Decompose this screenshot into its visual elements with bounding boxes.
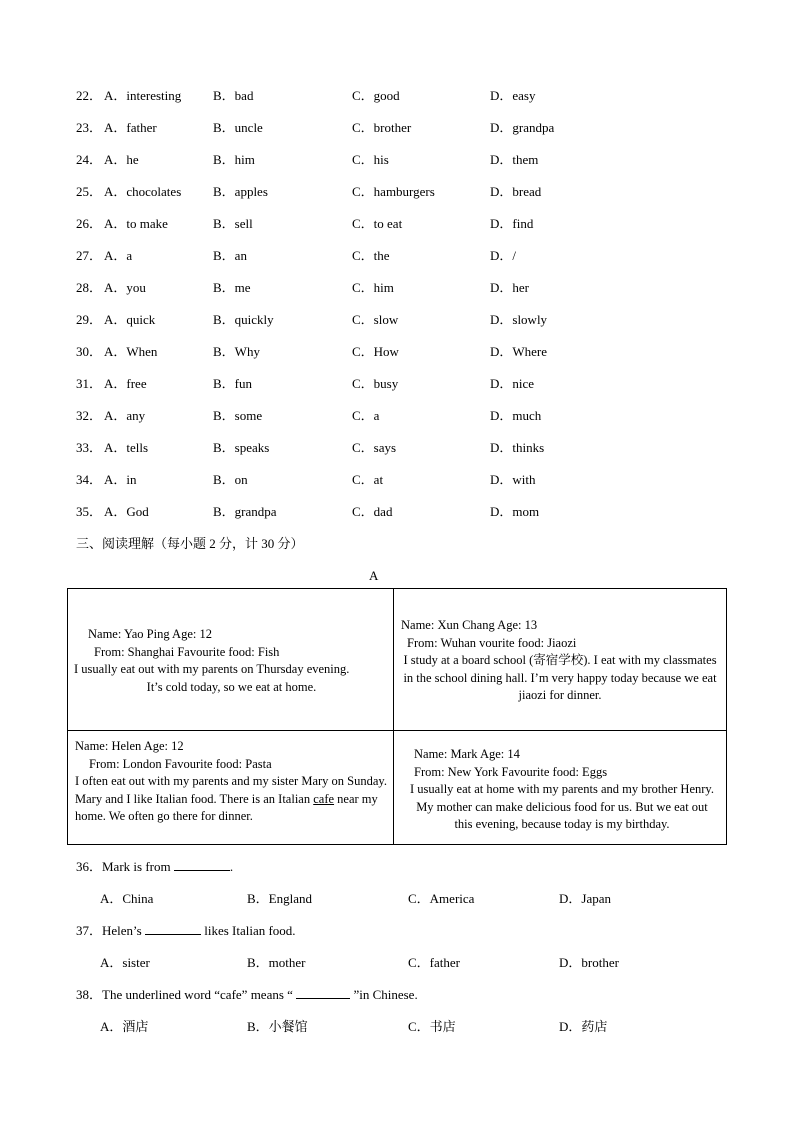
option-c: C．father [408,955,460,970]
option-row [0,119,794,137]
option-row [0,503,794,521]
option-c: C．at [352,472,384,487]
question-stem: 36．Mark is from . [76,859,234,874]
question-number: 22． [76,88,103,103]
question-options [0,1018,794,1036]
option-row [0,311,794,329]
card-body-text: near my home. We often go there for dinner. [75,791,378,823]
question-number: 33． [76,440,103,455]
option-d: D．much [490,408,542,423]
option-c: C．dad [352,504,393,519]
option-d: D．Where [490,344,548,359]
question-number: 31． [76,376,103,391]
option-c: C．hamburgers [352,184,435,199]
card-body: I study at a board school (寄宿学校). I eat with my classmates in the school dining hall. I’m very happy today because we eat jiaozi for dinner. [403,653,717,702]
option-row [0,343,794,361]
question-number: 23． [76,120,103,135]
option-b: B．an [213,248,247,263]
grid-divider-horizontal [68,730,726,731]
option-c: C．brother [352,120,412,135]
option-b: B．on [213,472,248,487]
card-name-age: Name: Mark Age: 14 [414,747,520,761]
option-row [0,375,794,393]
option-b: B．小餐馆 [247,1019,308,1034]
option-b: B．quickly [213,312,274,327]
card-mark [406,746,718,834]
question-number: 32． [76,408,103,423]
option-c: C．good [352,88,400,103]
option-d: D．bread [490,184,542,199]
option-d: D．easy [490,88,536,103]
option-b: B．fun [213,376,253,391]
option-c: C．the [352,248,390,263]
option-b: B．speaks [213,440,270,455]
option-a: A．free [104,376,147,391]
option-a: A．you [104,280,146,295]
option-a: A．God [104,504,149,519]
option-a: A．chocolates [104,184,182,199]
question-number: 27． [76,248,103,263]
info-card-grid [67,588,727,845]
option-a: A．any [104,408,146,423]
question-number: 26． [76,216,103,231]
passage-label: A [369,568,379,583]
option-a: A．father [104,120,157,135]
option-c: C．says [352,440,397,455]
option-b: B．Why [213,344,260,359]
card-yao-ping [74,626,389,696]
option-a: A．When [104,344,158,359]
section-title: 三、阅读理解（每小题 2 分，计 30 分） [76,536,304,551]
card-body-2: It’s cold today, so we eat at home. [146,679,317,694]
option-a: A．to make [104,216,168,231]
option-b: B．apples [213,184,268,199]
option-a: A．quick [104,312,156,327]
option-d: D．thinks [490,440,545,455]
option-a: A．a [104,248,133,263]
card-from-food: From: Shanghai Favourite food: Fish [94,644,280,659]
option-row [0,87,794,105]
card-name-age: Name: Helen Age: 12 [75,739,184,753]
option-d: D．/ [490,248,517,263]
card-from-food: From: London Favourite food: Pasta [89,756,272,771]
question-options [0,890,794,908]
card-body: I usually eat at home with my parents and my brother Henry. My mother can make delicious food for us. But we eat out this evening, because today is my birthday. [410,782,714,831]
option-d: D．mom [490,504,540,519]
question-options [0,954,794,972]
option-row [0,247,794,265]
option-d: D．slowly [490,312,548,327]
answer-blank [174,858,230,871]
option-d: D．find [490,216,534,231]
question-number: 34． [76,472,103,487]
card-name-age: Name: Yao Ping Age: 12 [88,627,212,641]
question-number: 29． [76,312,103,327]
option-c: C．his [352,152,389,167]
underlined-word: cafe [313,791,335,806]
option-d: D．with [490,472,536,487]
option-row [0,407,794,425]
option-a: A．tells [104,440,149,455]
option-b: B．uncle [213,120,263,135]
option-d: D．her [490,280,529,295]
option-a: A．China [100,891,154,906]
card-helen [75,738,387,826]
option-b: B．grandpa [213,504,277,519]
option-b: B．me [213,280,251,295]
card-body: I usually eat out with my parents on Thursday evening. [74,662,350,676]
card-body [75,773,387,826]
option-row [0,471,794,489]
option-b: B．some [213,408,263,423]
question-stem: 37．Helen’s likes Italian food. [76,923,296,938]
grid-divider-vertical [393,589,394,844]
card-name-age: Name: Xun Chang Age: 13 [401,618,538,632]
option-d: D．药店 [559,1019,608,1034]
option-row [0,183,794,201]
option-a: A．sister [100,955,150,970]
option-c: C．busy [352,376,399,391]
option-row [0,215,794,233]
option-b: B．bad [213,88,254,103]
option-row [0,279,794,297]
card-from-food: From: Wuhan vourite food: Jiaozi [407,635,577,650]
option-c: C．America [408,891,475,906]
option-a: A．酒店 [100,1019,149,1034]
option-a: A．interesting [104,88,182,103]
option-b: B．him [213,152,255,167]
question-number: 25． [76,184,103,199]
option-b: B．sell [213,216,253,231]
card-from-food: From: New York Favourite food: Eggs [414,764,608,779]
question-number: 35． [76,504,103,519]
option-d: D．them [490,152,539,167]
option-row [0,151,794,169]
option-c: C．书店 [408,1019,456,1034]
card-xun-chang [401,617,719,705]
option-c: C．slow [352,312,399,327]
answer-blank [296,986,350,999]
question-number: 30． [76,344,103,359]
question-number: 28． [76,280,103,295]
option-b: B．mother [247,955,306,970]
option-d: D．Japan [559,891,611,906]
option-row [0,439,794,457]
option-c: C．a [352,408,380,423]
question-stem: 38．The underlined word “cafe” means “ ”in Chinese. [76,987,418,1002]
option-d: D．brother [559,955,619,970]
option-a: A．in [104,472,137,487]
option-a: A．he [104,152,139,167]
option-b: B．England [247,891,312,906]
option-c: C．to eat [352,216,403,231]
option-c: C．How [352,344,399,359]
option-c: C．him [352,280,394,295]
option-d: D．grandpa [490,120,555,135]
card-body-text: I often eat out with my parents and my sister Mary on Sunday. Mary and I like Italian food. There is an Italian [75,774,387,806]
option-d: D．nice [490,376,535,391]
answer-blank [145,922,201,935]
question-number: 24． [76,152,103,167]
